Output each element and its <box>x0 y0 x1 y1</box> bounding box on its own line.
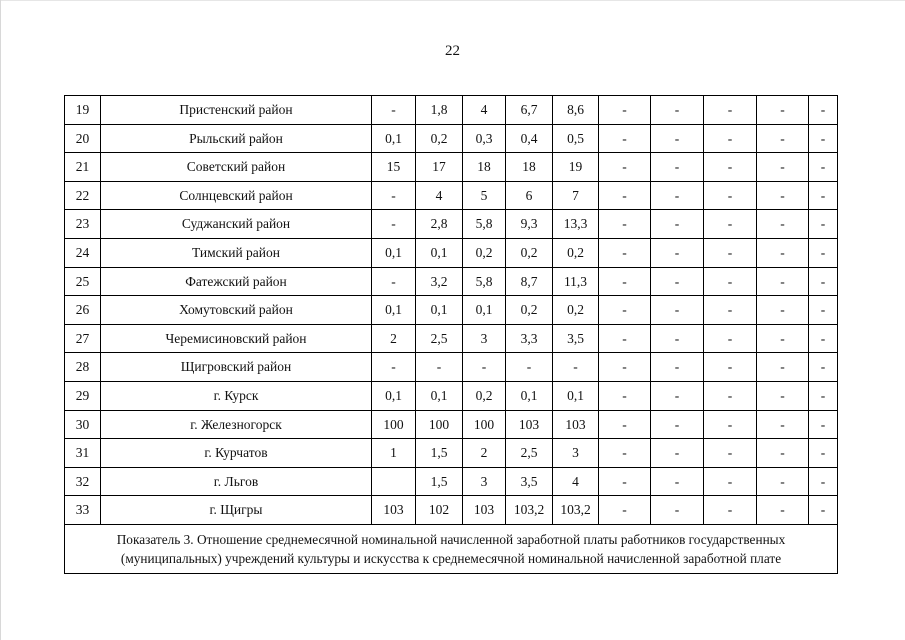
value-cell: 3 <box>463 324 506 353</box>
value-cell: 100 <box>416 410 463 439</box>
indicator-table <box>64 95 838 574</box>
value-cell: - <box>599 496 651 525</box>
row-number: 24 <box>65 238 101 267</box>
value-cell: - <box>372 96 416 125</box>
value-cell: - <box>704 210 757 239</box>
value-cell: - <box>599 324 651 353</box>
value-cell: 7 <box>553 181 599 210</box>
value-cell: - <box>704 296 757 325</box>
value-cell: 8,7 <box>506 267 553 296</box>
value-cell: 2,5 <box>506 439 553 468</box>
value-cell: 0,1 <box>416 238 463 267</box>
value-cell: - <box>599 267 651 296</box>
value-cell: 1,8 <box>416 96 463 125</box>
value-cell: 5 <box>463 181 506 210</box>
value-cell: 17 <box>416 153 463 182</box>
value-cell <box>372 467 416 496</box>
value-cell: - <box>704 238 757 267</box>
value-cell: - <box>599 467 651 496</box>
value-cell: 0,3 <box>463 124 506 153</box>
value-cell: - <box>757 267 809 296</box>
value-cell: - <box>757 439 809 468</box>
table-row <box>65 181 838 210</box>
value-cell: - <box>757 381 809 410</box>
value-cell: 100 <box>372 410 416 439</box>
value-cell: 11,3 <box>553 267 599 296</box>
row-number: 26 <box>65 296 101 325</box>
value-cell: - <box>599 381 651 410</box>
district-name: Пристенский район <box>101 96 372 125</box>
district-name: Тимский район <box>101 238 372 267</box>
value-cell: - <box>651 153 704 182</box>
value-cell: - <box>704 267 757 296</box>
table-row <box>65 267 838 296</box>
table-row <box>65 496 838 525</box>
value-cell: - <box>651 296 704 325</box>
value-cell: 9,3 <box>506 210 553 239</box>
district-name: Черемисиновский район <box>101 324 372 353</box>
value-cell: - <box>809 238 838 267</box>
value-cell: 3,2 <box>416 267 463 296</box>
value-cell: - <box>809 153 838 182</box>
value-cell: - <box>599 124 651 153</box>
value-cell: 3 <box>463 467 506 496</box>
value-cell: 1,5 <box>416 467 463 496</box>
value-cell: 0,2 <box>416 124 463 153</box>
value-cell: 4 <box>553 467 599 496</box>
value-cell: 18 <box>463 153 506 182</box>
value-cell: - <box>757 96 809 125</box>
value-cell: - <box>704 153 757 182</box>
value-cell: - <box>599 210 651 239</box>
value-cell: - <box>651 124 704 153</box>
scan-edge-left <box>0 0 1 640</box>
value-cell: - <box>651 267 704 296</box>
value-cell: - <box>809 181 838 210</box>
value-cell: - <box>809 210 838 239</box>
row-number: 20 <box>65 124 101 153</box>
value-cell: 0,1 <box>372 381 416 410</box>
value-cell: - <box>372 353 416 382</box>
value-cell: 6,7 <box>506 96 553 125</box>
value-cell: - <box>704 467 757 496</box>
value-cell: 2,5 <box>416 324 463 353</box>
value-cell: 0,5 <box>553 124 599 153</box>
value-cell: 0,1 <box>506 381 553 410</box>
row-number: 19 <box>65 96 101 125</box>
value-cell: - <box>809 410 838 439</box>
value-cell: - <box>757 153 809 182</box>
table-row <box>65 96 838 125</box>
value-cell: 2 <box>463 439 506 468</box>
value-cell: 0,2 <box>463 381 506 410</box>
value-cell: - <box>704 410 757 439</box>
row-number: 31 <box>65 439 101 468</box>
row-number: 30 <box>65 410 101 439</box>
value-cell: - <box>599 181 651 210</box>
value-cell: - <box>416 353 463 382</box>
value-cell: 19 <box>553 153 599 182</box>
value-cell: - <box>651 381 704 410</box>
value-cell: 4 <box>463 96 506 125</box>
note-row <box>65 524 838 573</box>
table-row <box>65 467 838 496</box>
value-cell: - <box>757 124 809 153</box>
table-row <box>65 210 838 239</box>
table-body <box>65 96 838 525</box>
value-cell: 5,8 <box>463 267 506 296</box>
value-cell: - <box>809 96 838 125</box>
district-name: Щигровский район <box>101 353 372 382</box>
value-cell: - <box>809 439 838 468</box>
value-cell: - <box>599 439 651 468</box>
value-cell: 0,1 <box>416 296 463 325</box>
value-cell: 0,1 <box>372 296 416 325</box>
value-cell: - <box>757 238 809 267</box>
value-cell: - <box>809 496 838 525</box>
value-cell: - <box>809 296 838 325</box>
value-cell: 4 <box>416 181 463 210</box>
row-number: 27 <box>65 324 101 353</box>
table-row <box>65 439 838 468</box>
value-cell: 103 <box>372 496 416 525</box>
value-cell: - <box>757 181 809 210</box>
row-number: 28 <box>65 353 101 382</box>
value-cell: - <box>506 353 553 382</box>
value-cell: 5,8 <box>463 210 506 239</box>
value-cell: - <box>553 353 599 382</box>
table-row <box>65 353 838 382</box>
value-cell: - <box>809 324 838 353</box>
value-cell: 0,1 <box>553 381 599 410</box>
value-cell: - <box>463 353 506 382</box>
district-name: Хомутовский район <box>101 296 372 325</box>
value-cell: - <box>599 238 651 267</box>
value-cell: - <box>757 210 809 239</box>
value-cell: - <box>704 124 757 153</box>
value-cell: - <box>757 296 809 325</box>
value-cell: 0,1 <box>463 296 506 325</box>
value-cell: 1 <box>372 439 416 468</box>
value-cell: 0,1 <box>372 124 416 153</box>
value-cell: - <box>651 467 704 496</box>
value-cell: - <box>704 324 757 353</box>
value-cell: - <box>599 153 651 182</box>
value-cell: - <box>372 181 416 210</box>
table-row <box>65 238 838 267</box>
table-row <box>65 124 838 153</box>
value-cell: 0,2 <box>506 296 553 325</box>
value-cell: - <box>809 124 838 153</box>
row-number: 22 <box>65 181 101 210</box>
row-number: 32 <box>65 467 101 496</box>
district-name: Рыльский район <box>101 124 372 153</box>
value-cell: 3 <box>553 439 599 468</box>
row-number: 23 <box>65 210 101 239</box>
value-cell: - <box>651 238 704 267</box>
indicator-3-note: Показатель 3. Отношение среднемесячной номинальной начисленной заработной платы работников государственных (муниципальных) учреждений культуры и искусства к среднемесячной номинальной начисленной заработной плате <box>65 524 838 573</box>
value-cell: 103 <box>506 410 553 439</box>
district-name: г. Железногорск <box>101 410 372 439</box>
value-cell: 15 <box>372 153 416 182</box>
value-cell: - <box>372 267 416 296</box>
district-name: г. Льгов <box>101 467 372 496</box>
value-cell: - <box>651 210 704 239</box>
value-cell: - <box>809 467 838 496</box>
value-cell: - <box>651 439 704 468</box>
row-number: 25 <box>65 267 101 296</box>
value-cell: 6 <box>506 181 553 210</box>
value-cell: - <box>757 353 809 382</box>
row-number: 29 <box>65 381 101 410</box>
value-cell: 3,5 <box>553 324 599 353</box>
value-cell: 0,2 <box>463 238 506 267</box>
scan-edge-top <box>0 0 905 1</box>
table-row <box>65 381 838 410</box>
value-cell: 0,1 <box>372 238 416 267</box>
value-cell: 103 <box>463 496 506 525</box>
value-cell: 103,2 <box>506 496 553 525</box>
value-cell: 1,5 <box>416 439 463 468</box>
value-cell: 2 <box>372 324 416 353</box>
value-cell: - <box>757 410 809 439</box>
value-cell: - <box>599 410 651 439</box>
value-cell: - <box>809 353 838 382</box>
value-cell: - <box>599 96 651 125</box>
value-cell: - <box>651 324 704 353</box>
district-name: г. Щигры <box>101 496 372 525</box>
value-cell: 102 <box>416 496 463 525</box>
value-cell: 0,1 <box>416 381 463 410</box>
district-name: г. Курчатов <box>101 439 372 468</box>
value-cell: 100 <box>463 410 506 439</box>
value-cell: - <box>704 496 757 525</box>
value-cell: - <box>372 210 416 239</box>
value-cell: 18 <box>506 153 553 182</box>
page-number: 22 <box>445 43 460 59</box>
value-cell: - <box>704 381 757 410</box>
value-cell: 8,6 <box>553 96 599 125</box>
table-row <box>65 153 838 182</box>
district-name: Фатежский район <box>101 267 372 296</box>
value-cell: 103,2 <box>553 496 599 525</box>
value-cell: - <box>651 181 704 210</box>
value-cell: - <box>599 353 651 382</box>
value-cell: 3,5 <box>506 467 553 496</box>
district-name: г. Курск <box>101 381 372 410</box>
value-cell: 2,8 <box>416 210 463 239</box>
value-cell: 0,4 <box>506 124 553 153</box>
table-row <box>65 324 838 353</box>
value-cell: - <box>757 324 809 353</box>
value-cell: - <box>651 96 704 125</box>
value-cell: - <box>809 381 838 410</box>
district-name: Солнцевский район <box>101 181 372 210</box>
value-cell: - <box>704 96 757 125</box>
value-cell: - <box>651 410 704 439</box>
district-name: Суджанский район <box>101 210 372 239</box>
value-cell: 0,2 <box>506 238 553 267</box>
district-name: Советский район <box>101 153 372 182</box>
value-cell: - <box>651 353 704 382</box>
value-cell: 0,2 <box>553 238 599 267</box>
value-cell: - <box>809 267 838 296</box>
row-number: 21 <box>65 153 101 182</box>
value-cell: - <box>757 467 809 496</box>
table-row <box>65 296 838 325</box>
value-cell: 0,2 <box>553 296 599 325</box>
value-cell: 103 <box>553 410 599 439</box>
value-cell: - <box>651 496 704 525</box>
value-cell: - <box>599 296 651 325</box>
value-cell: - <box>704 181 757 210</box>
value-cell: 13,3 <box>553 210 599 239</box>
row-number: 33 <box>65 496 101 525</box>
value-cell: 3,3 <box>506 324 553 353</box>
value-cell: - <box>704 439 757 468</box>
table-row <box>65 410 838 439</box>
value-cell: - <box>757 496 809 525</box>
value-cell: - <box>704 353 757 382</box>
